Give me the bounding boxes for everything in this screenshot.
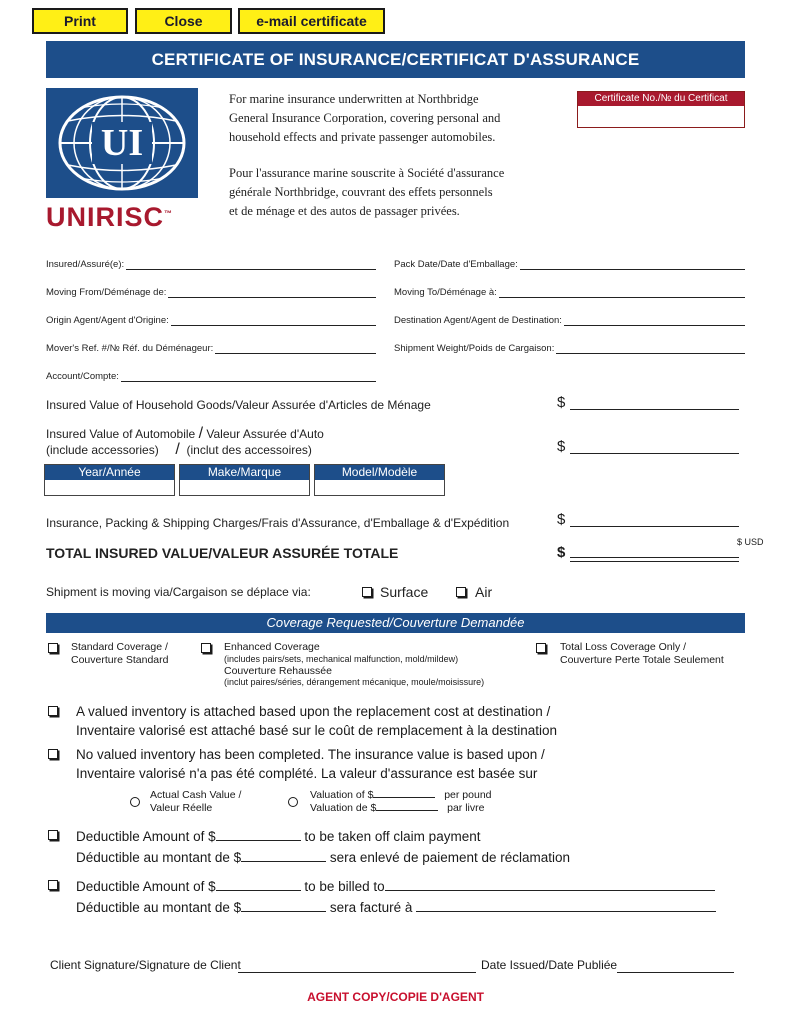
intro-english: For marine insurance underwritten at Northbridge General Insurance Corporation, covering personal and household effects and private passenger automobiles. [229, 92, 501, 144]
year-field[interactable]: Year/Année [44, 464, 175, 496]
total-loss-checkbox[interactable] [536, 643, 546, 653]
page-title: CERTIFICATE OF INSURANCE/CERTIFICAT D'ASSURANCE [46, 41, 745, 78]
auto-value-label: Insured Value of Automobile / Valeur Assurée d'Auto (include accessories) / (inclut des accessoires) [46, 425, 324, 458]
deductible-claim-amount-field[interactable] [216, 840, 301, 841]
total-label: TOTAL INSURED VALUE/VALEUR ASSURÉE TOTALE [46, 545, 399, 561]
household-dollar-sign: $ [557, 394, 566, 411]
auto-dollar-sign: $ [557, 438, 566, 455]
pack-date-field[interactable]: Pack Date/Date d'Emballage: [394, 258, 745, 270]
moving-to-field[interactable]: Moving To/Déménage à: [394, 286, 745, 298]
coverage-header: Coverage Requested/Couverture Demandée [46, 613, 745, 633]
household-value-label: Insured Value of Household Goods/Valeur Assurée d'Articles de Ménage [46, 398, 431, 412]
enhanced-coverage-label: Enhanced Coverage (includes pairs/sets, mechanical malfunction, mold/mildew) Couverture Rehaussée (inclut paires/séries, dérangement mécanique, moule/moisissure) [224, 641, 485, 687]
air-label: Air [475, 584, 493, 600]
deductible-billed-checkbox[interactable] [48, 880, 58, 890]
total-loss-label: Total Loss Coverage Only / Couverture Perte Totale Seulement [560, 641, 724, 666]
make-field[interactable]: Make/Marque [179, 464, 310, 496]
email-certificate-button[interactable]: e-mail certificate [238, 8, 385, 34]
destination-agent-field[interactable]: Destination Agent/Agent de Destination: [394, 314, 745, 326]
logo-monogram: UI [92, 122, 152, 164]
unirisc-logo [46, 88, 198, 198]
deductible-claim-label: Deductible Amount of $ to be taken off claim payment Déductible au montant de $ sera enlevé de paiement de réclamation [76, 829, 571, 865]
client-signature-field[interactable] [238, 972, 476, 973]
surface-label: Surface [380, 584, 429, 600]
valued-inventory-label: A valued inventory is attached based upon the replacement cost at destination / Inventaire valorisé est attaché basé sur le coût de remplacement à la destination [76, 704, 558, 738]
charges-field[interactable] [570, 526, 739, 527]
shipment-weight-field[interactable]: Shipment Weight/Poids de Cargaison: [394, 342, 745, 354]
usd-label: $ USD [737, 537, 764, 547]
movers-ref-field[interactable]: Mover's Ref. #/№ Réf. du Déménageur: [46, 342, 376, 354]
valuation-label: Valuation of $ per pound Valuation de $ par livre [310, 789, 492, 814]
deductible-billed-label: Deductible Amount of $ to be billed to Déductible au montant de $ sera facturé à [76, 876, 716, 918]
client-signature-label: Client Signature/Signature de Client [50, 958, 241, 972]
actual-cash-value-label: Actual Cash Value / Valeur Réelle [150, 789, 242, 814]
air-checkbox[interactable] [456, 587, 466, 597]
deductible-billed-amount-field-fr[interactable] [241, 911, 326, 912]
certificate-number-label: Certificate No./№ du Certificat [578, 92, 744, 106]
date-issued-field[interactable] [617, 972, 734, 973]
model-field[interactable]: Model/Modèle [314, 464, 445, 496]
total-double-line [570, 561, 739, 562]
date-issued-label: Date Issued/Date Publiée [481, 958, 618, 972]
valuation-amount-field[interactable] [373, 797, 435, 798]
valuation-amount-field-fr[interactable] [376, 810, 438, 811]
valuation-radio[interactable] [288, 797, 298, 807]
certificate-number-box [577, 91, 745, 128]
no-inventory-checkbox[interactable] [48, 749, 58, 759]
agent-copy-footer: AGENT COPY/COPIE D'AGENT [307, 990, 484, 1004]
total-dollar-sign: $ [557, 544, 566, 561]
deductible-claim-checkbox[interactable] [48, 830, 58, 840]
logo-wordmark: UNIRISC™ [46, 202, 174, 232]
billed-to-field-fr[interactable] [416, 911, 716, 912]
origin-agent-field[interactable]: Origin Agent/Agent d'Origine: [46, 314, 376, 326]
deductible-claim-amount-field-fr[interactable] [241, 861, 326, 862]
no-inventory-label: No valued inventory has been completed. The insurance value is based upon / Inventaire valorisé n'a pas été complété. La valeur d'assurance est basée sur [76, 747, 545, 781]
standard-coverage-label: Standard Coverage / Couverture Standard [71, 641, 169, 666]
close-button[interactable]: Close [135, 8, 232, 34]
actual-cash-value-radio[interactable] [130, 797, 140, 807]
deductible-billed-amount-field[interactable] [216, 890, 301, 891]
certificate-number-field[interactable] [578, 106, 744, 128]
total-field[interactable] [570, 557, 739, 558]
surface-checkbox[interactable] [362, 587, 372, 597]
charges-label: Insurance, Packing & Shipping Charges/Frais d'Assurance, d'Emballage & d'Expédition [46, 516, 510, 530]
household-value-field[interactable] [570, 409, 739, 410]
billed-to-field[interactable] [385, 890, 715, 891]
intro-french: Pour l'assurance marine souscrite à Société d'assurance générale Northbridge, couvrant des effets personnels et de ménage et des autos de passager privées. [229, 166, 505, 218]
charges-dollar-sign: $ [557, 511, 566, 528]
valued-inventory-checkbox[interactable] [48, 706, 58, 716]
insured-field[interactable]: Insured/Assuré(e): [46, 258, 376, 270]
print-button[interactable]: Print [32, 8, 128, 34]
moving-from-field[interactable]: Moving From/Déménage de: [46, 286, 376, 298]
auto-value-field[interactable] [570, 453, 739, 454]
standard-coverage-checkbox[interactable] [48, 643, 58, 653]
enhanced-coverage-checkbox[interactable] [201, 643, 211, 653]
shipment-via-label: Shipment is moving via/Cargaison se déplace via: [46, 585, 311, 599]
account-field[interactable]: Account/Compte: [46, 370, 376, 382]
